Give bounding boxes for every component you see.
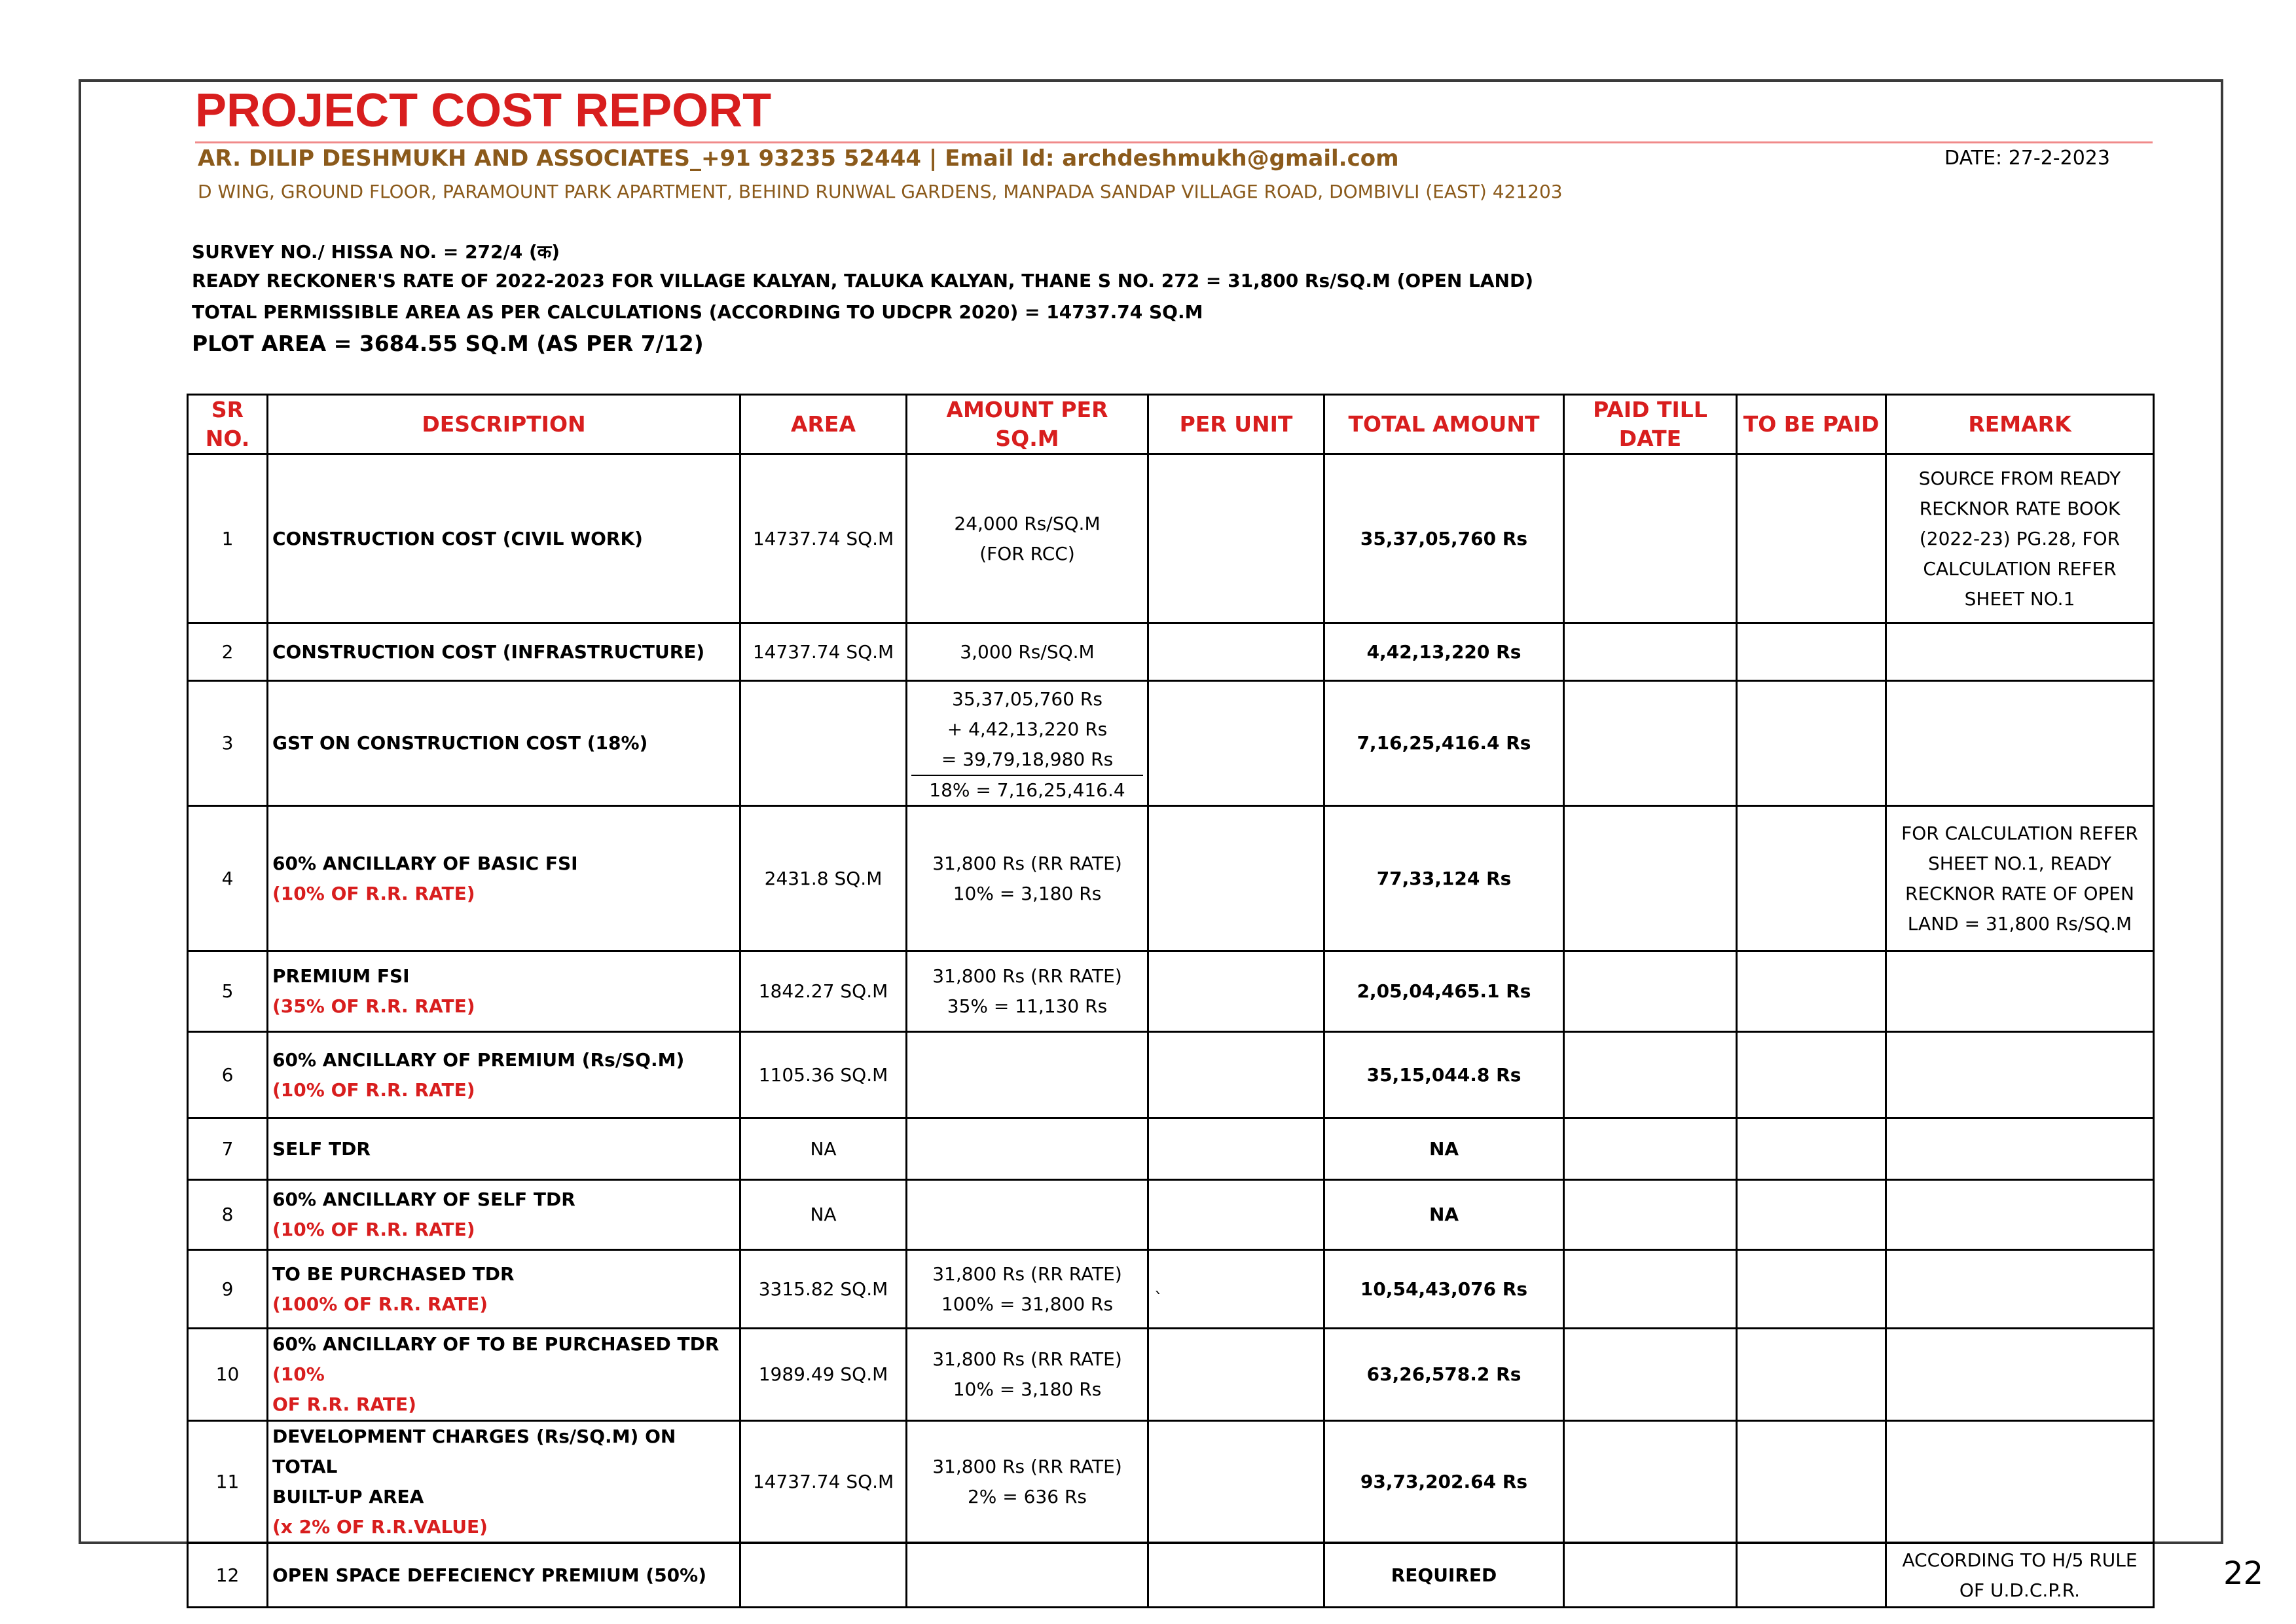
remark-line: RECKNOR RATE OF OPEN (1905, 882, 2134, 904)
sr-cell: 5 (188, 951, 268, 1032)
desc-cell (268, 951, 740, 1032)
paid-cell (1564, 623, 1737, 681)
amount-line: 31,800 Rs (RR RATE) (932, 1456, 1122, 1477)
remark-line: FOR CALCULATION REFER (1901, 822, 2138, 844)
desc-cell: GST ON CONSTRUCTION COST (18%) (268, 681, 740, 806)
total-cell: 35,37,05,760 Rs (1324, 454, 1564, 623)
plot-area: PLOT AREA = 3684.55 SQ.M (AS PER 7/12) (192, 331, 704, 356)
total-cell: 77,33,124 Rs (1324, 806, 1564, 951)
table-row (188, 1421, 2154, 1543)
table-header-row (188, 395, 2154, 454)
amount-cell (907, 1032, 1148, 1118)
total-cell: 63,26,578.2 Rs (1324, 1329, 1564, 1421)
desc-line: BUILT-UP AREA (272, 1486, 424, 1507)
amount-line: + 4,42,13,220 Rs (947, 718, 1108, 740)
total-cell: 35,15,044.8 Rs (1324, 1032, 1564, 1118)
report-title: PROJECT COST REPORT (195, 84, 772, 137)
sr-cell: 10 (188, 1329, 268, 1421)
per-unit-cell (1148, 454, 1324, 623)
sr-cell: 6 (188, 1032, 268, 1118)
stray-mark: ` (1154, 1289, 1163, 1309)
remark-line: SHEET NO.1 (1964, 587, 2075, 610)
amount-cell (907, 1250, 1148, 1329)
desc-rate-note: OF R.R. RATE) (272, 1393, 416, 1415)
amount-line: 35% = 11,130 Rs (947, 995, 1108, 1017)
area-cell: 3315.82 SQ.M (740, 1250, 907, 1329)
area-cell: 2431.8 SQ.M (740, 806, 907, 951)
total-cell: 7,16,25,416.4 Rs (1324, 681, 1564, 806)
to-be-paid-cell (1737, 1329, 1886, 1421)
amount-line: 100% = 31,800 Rs (941, 1293, 1114, 1315)
remark-cell (1886, 623, 2154, 681)
remark-line: (2022-23) PG.28, FOR (1919, 527, 2121, 549)
amount-line: (FOR RCC) (979, 542, 1075, 564)
remark-line: LAND = 31,800 Rs/SQ.M (1907, 912, 2132, 934)
per-unit-cell (1148, 1421, 1324, 1543)
desc-rate-note: (10% OF R.R. RATE) (272, 882, 475, 904)
paid-cell (1564, 681, 1737, 806)
paid-cell (1564, 951, 1737, 1032)
sr-cell: 11 (188, 1421, 268, 1543)
remark-cell (1886, 1032, 2154, 1118)
paid-cell (1564, 1032, 1737, 1118)
desc-cell (268, 1421, 740, 1543)
sr-cell: 3 (188, 681, 268, 806)
sr-cell: 9 (188, 1250, 268, 1329)
amount-line: 31,800 Rs (RR RATE) (932, 1263, 1122, 1285)
desc-rate-note: (10% OF R.R. RATE) (272, 1079, 475, 1101)
amount-cell (907, 1118, 1148, 1180)
remark-line: OF U.D.C.P.R. (1959, 1579, 2081, 1601)
desc-rate-note: (x 2% OF R.R.VALUE) (272, 1516, 488, 1538)
amount-cell (907, 806, 1148, 951)
remark-line: SOURCE FROM READY (1918, 467, 2121, 489)
paid-cell (1564, 1180, 1737, 1250)
area-cell: 14737.74 SQ.M (740, 454, 907, 623)
amount-line: 31,800 Rs (RR RATE) (932, 965, 1122, 987)
total-cell: 2,05,04,465.1 Rs (1324, 951, 1564, 1032)
area-cell (740, 681, 907, 806)
amount-line: = 39,79,18,980 Rs (941, 748, 1114, 770)
amount-cell (907, 1421, 1148, 1543)
survey-number: SURVEY NO./ HISSA NO. = 272/4 (क) (192, 241, 560, 263)
remark-line: ACCORDING TO H/5 RULE (1902, 1549, 2138, 1571)
remark-line: RECKNOR RATE BOOK (1919, 497, 2121, 519)
amount-line: 10% = 3,180 Rs (953, 1378, 1102, 1400)
cost-table (187, 394, 2155, 1608)
title-divider (195, 141, 2153, 143)
remark-line: CALCULATION REFER (1923, 557, 2117, 580)
sr-cell: 7 (188, 1118, 268, 1180)
table-row (188, 1180, 2154, 1250)
table-row (188, 1250, 2154, 1329)
desc-rate-note: (100% OF R.R. RATE) (272, 1293, 488, 1315)
firm-address: D WING, GROUND FLOOR, PARAMOUNT PARK APARTMENT, BEHIND RUNWAL GARDENS, MANPADA SANDAP VILLAGE ROAD, DOMBIVLI (EAST) 421203 (198, 181, 1563, 202)
desc-line: 60% ANCILLARY OF SELF TDR (272, 1189, 575, 1210)
to-be-paid-cell (1737, 951, 1886, 1032)
header-description: DESCRIPTION (268, 395, 740, 454)
sr-cell: 4 (188, 806, 268, 951)
page-number: 22 (2223, 1555, 2264, 1592)
desc-cell (268, 1032, 740, 1118)
per-unit-cell (1148, 1118, 1324, 1180)
desc-line: 60% ANCILLARY OF TO BE PURCHASED TDR (272, 1333, 720, 1355)
to-be-paid-cell (1737, 454, 1886, 623)
sr-cell: 1 (188, 454, 268, 623)
per-unit-cell (1148, 1329, 1324, 1421)
remark-cell (1886, 1180, 2154, 1250)
to-be-paid-cell (1737, 1118, 1886, 1180)
to-be-paid-cell (1737, 806, 1886, 951)
paid-cell (1564, 1250, 1737, 1329)
table-row (188, 681, 2154, 806)
amount-line: 31,800 Rs (RR RATE) (932, 1348, 1122, 1370)
desc-cell: SELF TDR (268, 1118, 740, 1180)
desc-line: PREMIUM FSI (272, 965, 410, 987)
remark-cell (1886, 1421, 2154, 1543)
total-cell: NA (1324, 1118, 1564, 1180)
desc-cell (268, 1180, 740, 1250)
area-cell: NA (740, 1180, 907, 1250)
header-per-unit: PER UNIT (1148, 395, 1324, 454)
paid-cell (1564, 806, 1737, 951)
per-unit-cell (1148, 1032, 1324, 1118)
per-unit-cell (1148, 623, 1324, 681)
desc-line: 60% ANCILLARY OF PREMIUM (Rs/SQ.M) (272, 1048, 685, 1071)
remark-cell (1886, 1250, 2154, 1329)
desc-cell: CONSTRUCTION COST (INFRASTRUCTURE) (268, 623, 740, 681)
area-cell: 14737.74 SQ.M (740, 623, 907, 681)
remark-line: SHEET NO.1, READY (1927, 852, 2111, 874)
area-cell: NA (740, 1118, 907, 1180)
total-cell: REQUIRED (1324, 1543, 1564, 1608)
amount-line: 31,800 Rs (RR RATE) (932, 852, 1122, 874)
desc-line: 60% ANCILLARY OF BASIC FSI (272, 852, 578, 874)
ready-reckoner-rate: READY RECKONER'S RATE OF 2022-2023 FOR VILLAGE KALYAN, TALUKA KALYAN, THANE S NO. 272 = 31,800 Rs/SQ.M (OPEN LAND) (192, 270, 1534, 291)
amount-line: 35,37,05,760 Rs (952, 688, 1102, 710)
total-cell: NA (1324, 1180, 1564, 1250)
report-date: DATE: 27-2-2023 (1944, 147, 2110, 170)
desc-rate-note-inline: (10% (272, 1363, 325, 1385)
desc-cell (268, 806, 740, 951)
per-unit-cell (1148, 1180, 1324, 1250)
remark-cell (1886, 1118, 2154, 1180)
table-row (188, 1118, 2154, 1180)
table-row (188, 806, 2154, 951)
remark-cell (1886, 1543, 2154, 1608)
to-be-paid-cell (1737, 1032, 1886, 1118)
to-be-paid-cell (1737, 623, 1886, 681)
remark-cell (1886, 806, 2154, 951)
remark-cell (1886, 454, 2154, 623)
to-be-paid-cell (1737, 1250, 1886, 1329)
header-sr: SR NO. (188, 395, 268, 454)
to-be-paid-cell (1737, 681, 1886, 806)
desc-rate-note: (35% OF R.R. RATE) (272, 995, 475, 1017)
to-be-paid-cell (1737, 1421, 1886, 1543)
area-cell: 1105.36 SQ.M (740, 1032, 907, 1118)
amount-cell (907, 1180, 1148, 1250)
total-cell: 93,73,202.64 Rs (1324, 1421, 1564, 1543)
header-amount-per-sqm: AMOUNT PER SQ.M (907, 395, 1148, 454)
table-row (188, 1032, 2154, 1118)
desc-cell (268, 1250, 740, 1329)
table-row (188, 623, 2154, 681)
amount-cell (907, 951, 1148, 1032)
paid-cell (1564, 1543, 1737, 1608)
remark-cell (1886, 951, 2154, 1032)
permissible-area: TOTAL PERMISSIBLE AREA AS PER CALCULATIONS (ACCORDING TO UDCPR 2020) = 14737.74 SQ.M (192, 301, 1203, 323)
gst-result: 18% = 7,16,25,416.4 (911, 775, 1143, 805)
to-be-paid-cell (1737, 1180, 1886, 1250)
per-unit-cell (1148, 951, 1324, 1032)
table-row (188, 1543, 2154, 1608)
area-cell: 1989.49 SQ.M (740, 1329, 907, 1421)
table-row (188, 454, 2154, 623)
desc-line: DEVELOPMENT CHARGES (Rs/SQ.M) ON TOTAL (272, 1426, 676, 1477)
sr-cell: 2 (188, 623, 268, 681)
desc-cell (268, 1329, 740, 1421)
per-unit-cell (1148, 1250, 1324, 1329)
per-unit-cell (1148, 806, 1324, 951)
total-cell: 10,54,43,076 Rs (1324, 1250, 1564, 1329)
header-area: AREA (740, 395, 907, 454)
amount-cell (907, 1329, 1148, 1421)
amount-cell: 3,000 Rs/SQ.M (907, 623, 1148, 681)
sr-cell: 8 (188, 1180, 268, 1250)
desc-line: TO BE PURCHASED TDR (272, 1263, 515, 1285)
gst-amount-cell (907, 681, 1148, 806)
per-unit-cell (1148, 681, 1324, 806)
header-paid-till-date: PAID TILL DATE (1564, 395, 1737, 454)
table-row (188, 951, 2154, 1032)
desc-cell: OPEN SPACE DEFECIENCY PREMIUM (50%) (268, 1543, 740, 1608)
header-total-amount: TOTAL AMOUNT (1324, 395, 1564, 454)
desc-rate-note: (10% OF R.R. RATE) (272, 1219, 475, 1240)
amount-line: 24,000 Rs/SQ.M (954, 512, 1101, 534)
firm-contact-line: AR. DILIP DESHMUKH AND ASSOCIATES_+91 93235 52444 | Email Id: archdeshmukh@gmail.com (198, 145, 1399, 172)
area-cell: 14737.74 SQ.M (740, 1421, 907, 1543)
gst-calculation (911, 682, 1143, 775)
total-cell: 4,42,13,220 Rs (1324, 623, 1564, 681)
paid-cell (1564, 1118, 1737, 1180)
per-unit-cell (1148, 1543, 1324, 1608)
remark-cell (1886, 681, 2154, 806)
paid-cell (1564, 1329, 1737, 1421)
amount-line: 10% = 3,180 Rs (953, 882, 1102, 904)
header-remark: REMARK (1886, 395, 2154, 454)
amount-cell (907, 1543, 1148, 1608)
remark-cell (1886, 1329, 2154, 1421)
paid-cell (1564, 1421, 1737, 1543)
header-to-be-paid: TO BE PAID (1737, 395, 1886, 454)
sr-cell: 12 (188, 1543, 268, 1608)
to-be-paid-cell (1737, 1543, 1886, 1608)
paid-cell (1564, 454, 1737, 623)
area-cell: 1842.27 SQ.M (740, 951, 907, 1032)
amount-line: 2% = 636 Rs (967, 1486, 1087, 1507)
amount-cell (907, 454, 1148, 623)
table-row (188, 1329, 2154, 1421)
area-cell (740, 1543, 907, 1608)
desc-cell: CONSTRUCTION COST (CIVIL WORK) (268, 454, 740, 623)
